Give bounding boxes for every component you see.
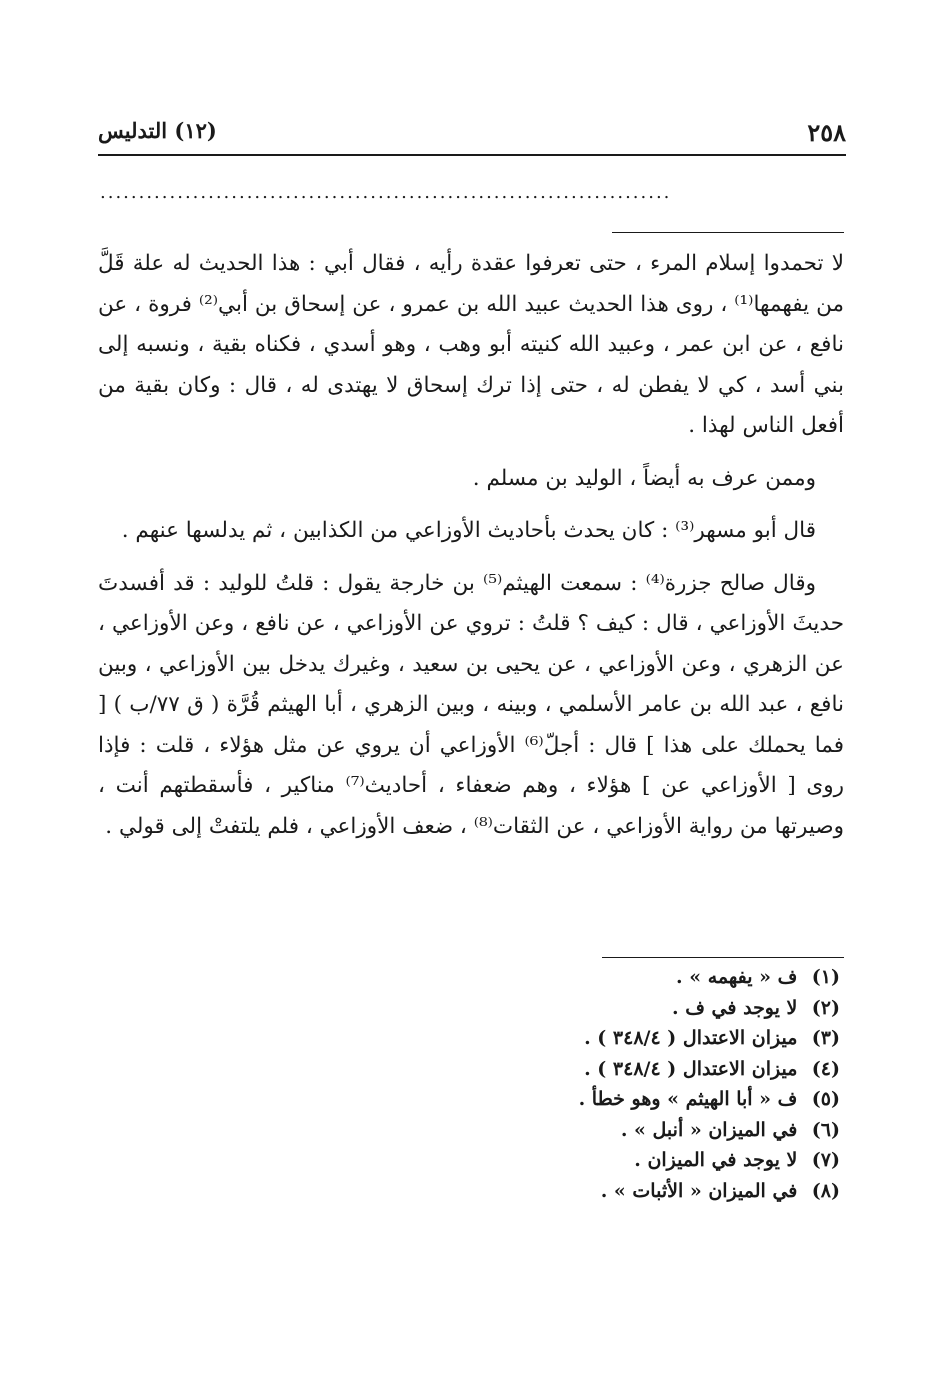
main-text	[98, 244, 844, 859]
footnote-number: (٦)	[811, 1118, 840, 1141]
footnote-number: (٧)	[811, 1149, 840, 1171]
page-number: ٢٥٨	[807, 118, 846, 147]
footnote	[98, 1115, 840, 1146]
footnote-rule	[602, 957, 844, 958]
footnote	[98, 1084, 840, 1115]
footnote-text: في الميزان « أنبل » .	[620, 1118, 798, 1141]
footnote-number: (٣)	[811, 1027, 840, 1049]
footnote	[98, 993, 840, 1024]
footnote-number: (٥)	[811, 1088, 840, 1110]
dotted-separator: ..........................................................................	[100, 182, 672, 203]
footnote-text: ف « يفهمه » .	[676, 966, 798, 988]
header-rule	[98, 154, 846, 156]
footnote-text: لا يوجد في الميزان .	[634, 1149, 798, 1171]
running-title: (١٢) التدليس	[98, 118, 217, 143]
paragraph: وقال صالح جزرة⁽⁴⁾ : سمعت الهيثم⁽⁵⁾ بن خارجة يقول : قلتُ للوليد : قد أفسدتَ حديثَ الأوزاعي ، قال : كيف ؟ قلتُ : تروي عن الأوزاعي ، عن نافع ، وعن الأوزاعي ، عن الزهري ، وعن الأوزاعي ، عن يحيى بن سعيد ، وغيرك يدخل بين الأوزاعي ، وبين نافع ، عبد الله بن عامر الأسلمي ، وبينه ، وبين الزهري ، أبا الهيثم قُرَّة ( ق ٧٧/ب ) [ فما يحملك على هذا ] قال : أجلّ⁽⁶⁾ الأوزاعي أن يروي عن مثل هؤلاء ، قلت : فإذا روى [ الأوزاعي عن ] هؤلاء ، وهم ضعفاء ، أحاديث⁽⁷⁾ مناكير ، فأسقطتهم أنت ، وصيرتها من رواية الأوزاعي ، عن الثقات⁽⁸⁾ ، ضعف الأوزاعي ، فلم يلتفتْ إلى قولي .	[98, 570, 845, 839]
section-rule	[612, 232, 844, 233]
footnote-text: ميزان الاعتدال ( ٣٤٨/٤ ) .	[584, 1027, 798, 1049]
footnote	[98, 1176, 840, 1207]
footnote-text: ف « أبا الهيثم » وهو خطأ .	[578, 1088, 798, 1110]
paragraph: قال أبو مسهر⁽³⁾ : كان يحدث بأحاديث الأوزاعي من الكذابين ، ثم يدلسها عنهم .	[121, 518, 816, 543]
footnote	[98, 1023, 840, 1054]
footnote-number: (١)	[811, 966, 840, 988]
footnote	[98, 1054, 840, 1085]
footnote-text: لا يوجد في ف .	[672, 996, 798, 1019]
footnote-number: (٤)	[811, 1057, 840, 1080]
paragraph: لا تحمدوا إسلام المرء ، حتى تعرفوا عقدة رأيه ، فقال أبي : هذا الحديث له علة قَلَّ من يفهمها⁽¹⁾ ، روى هذا الحديث عبيد الله بن عمرو ، عن إسحاق بن أبي⁽²⁾ فروة ، عن نافع ، عن ابن عمر ، وعبيد الله كنيته أبو وهب ، وهو أسدي ، فكناه بقية ، ونسبه إلى بني أسد ، كي لا يفطن له ، حتى إذا ترك إسحاق لا يهتدى له ، قال : وكان بقية من أفعل الناس لهذا .	[98, 251, 844, 438]
footnote	[98, 1145, 840, 1176]
footnotes	[98, 962, 840, 1206]
page-header	[98, 118, 846, 158]
footnote	[98, 962, 840, 993]
footnote-number: (٢)	[811, 996, 840, 1019]
paragraph: وممن عرف به أيضاً ، الوليد بن مسلم .	[472, 465, 816, 491]
footnote-text: ميزان الاعتدال ( ٣٤٨/٤ ) .	[584, 1057, 798, 1080]
footnote-number: (٨)	[811, 1179, 840, 1202]
footnote-text: في الميزان « الأثبات » .	[600, 1179, 798, 1202]
